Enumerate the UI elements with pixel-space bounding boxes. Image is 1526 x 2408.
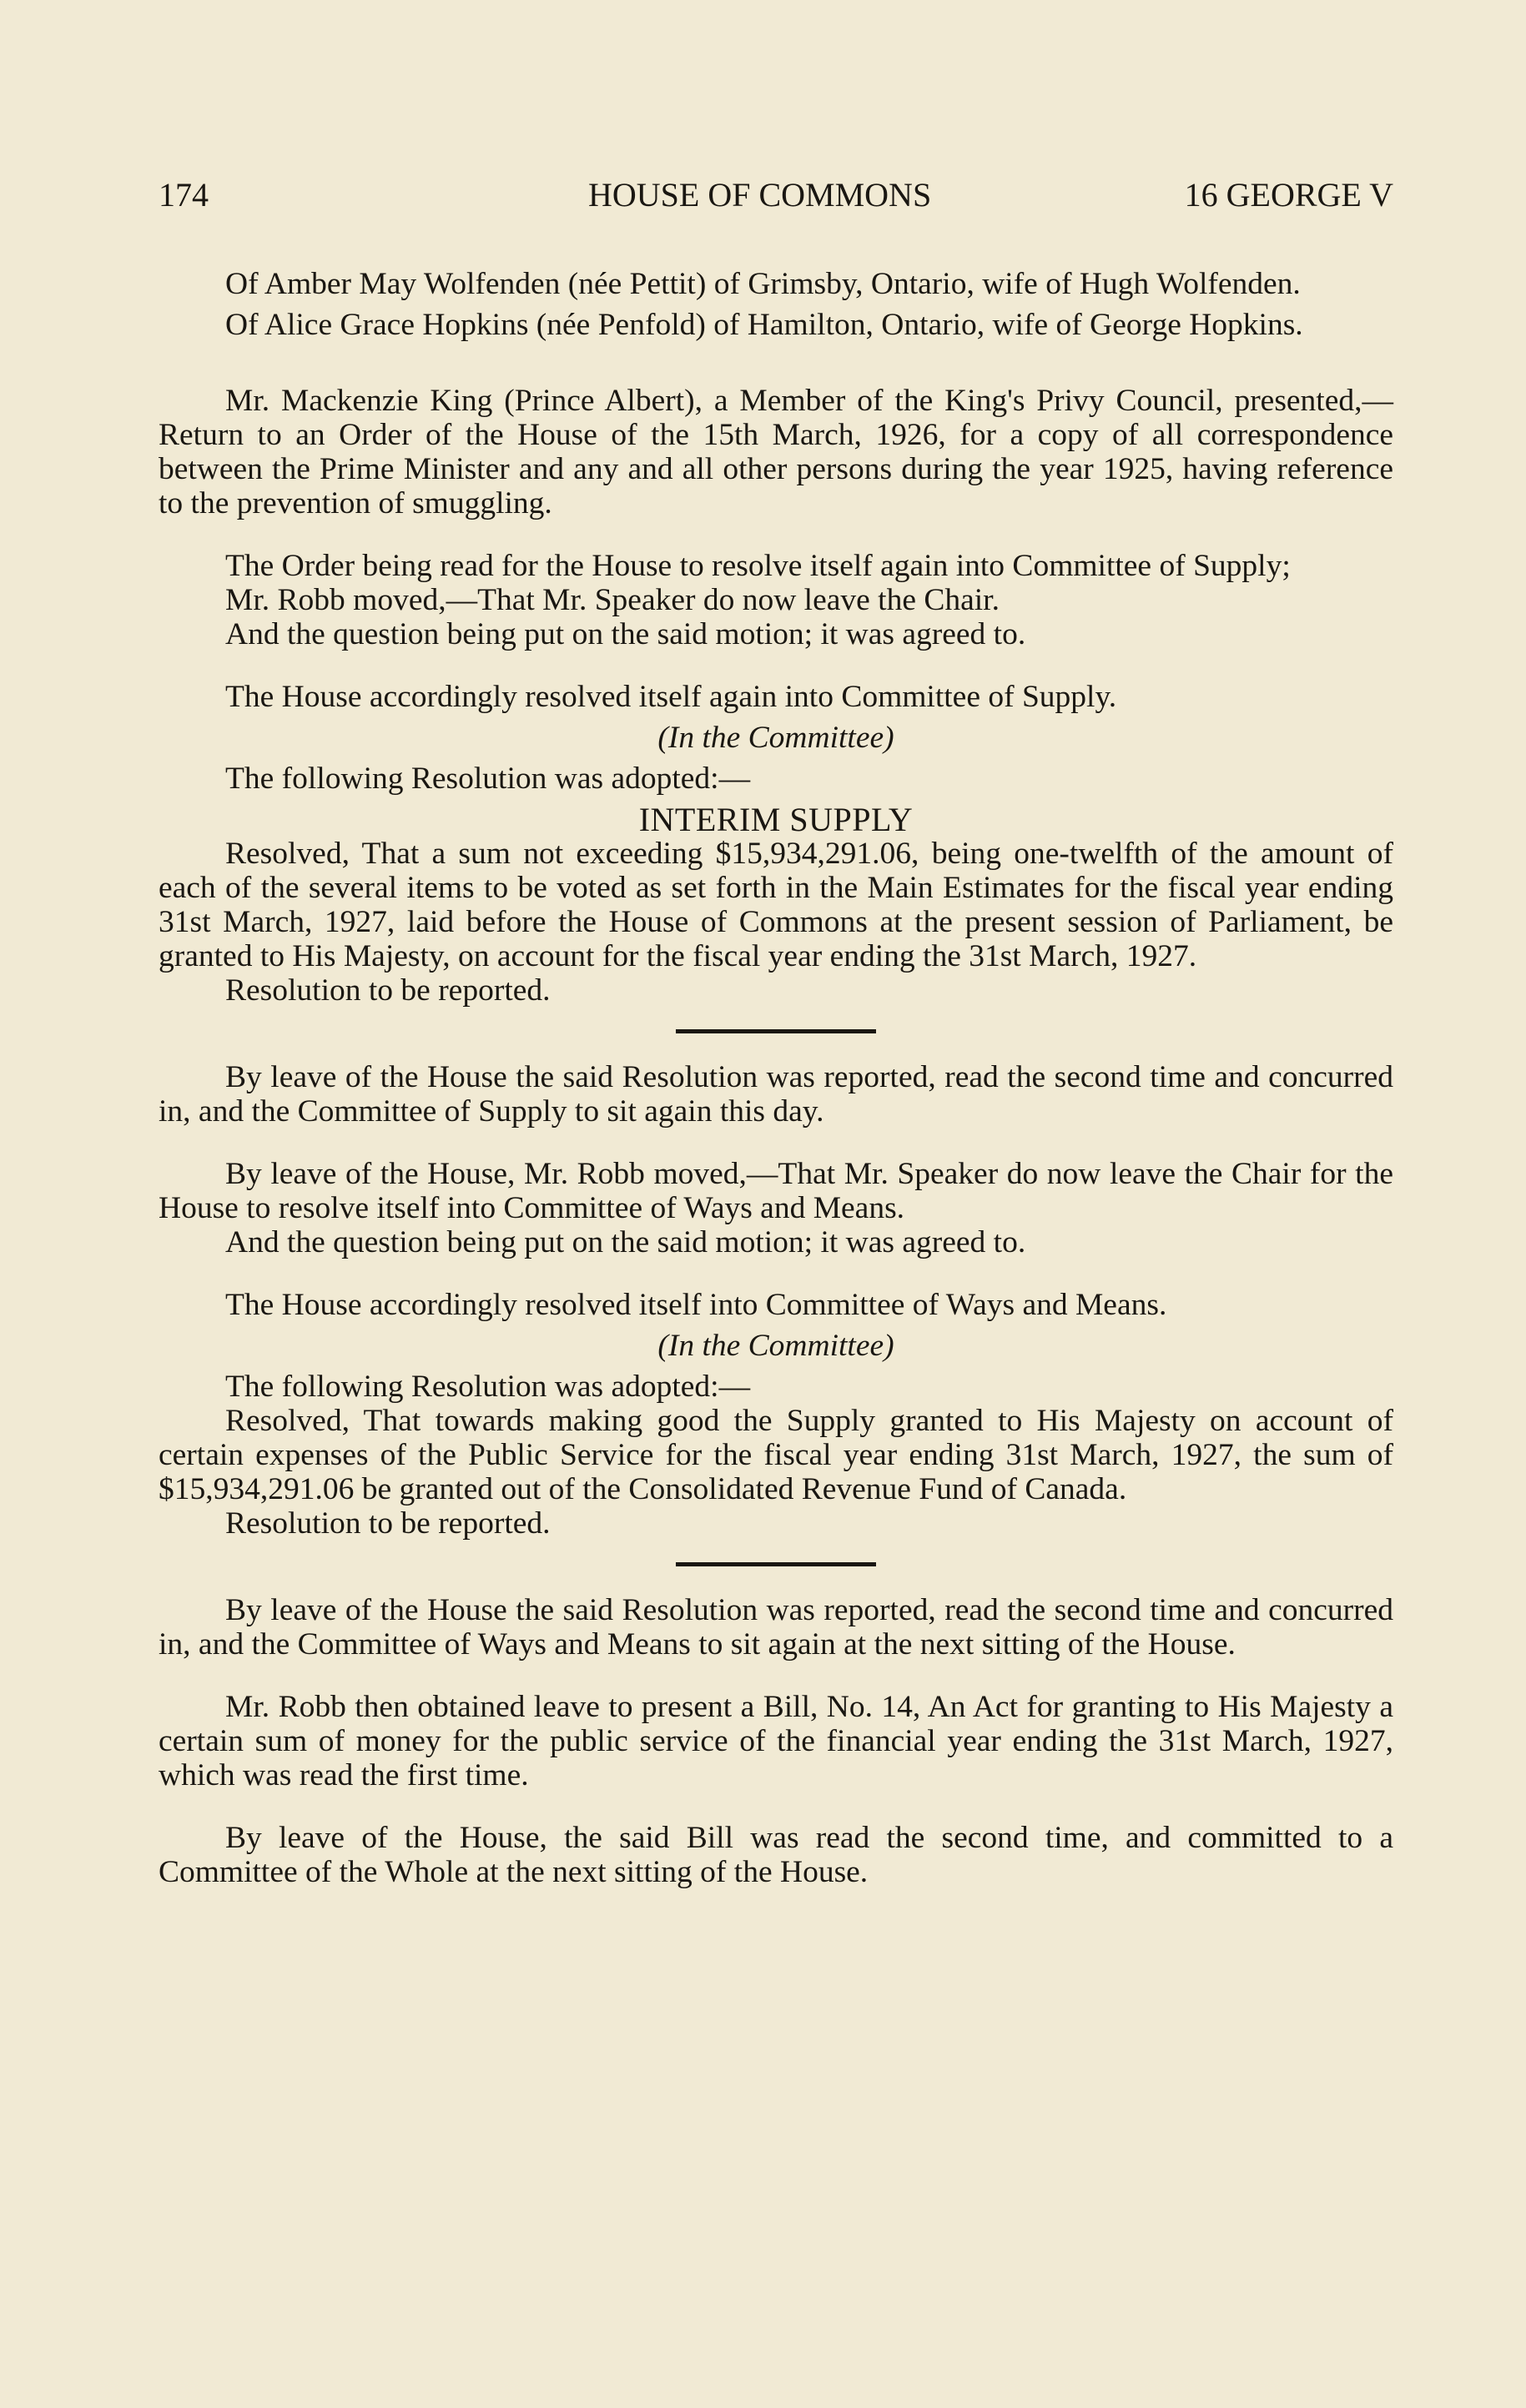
- paragraph-petition-wolfenden: Of Amber May Wolfenden (née Pettit) of Grimsby, Ontario, wife of Hugh Wolfenden.: [225, 267, 1301, 301]
- paragraph-to-be-reported-2: Resolution to be reported.: [225, 1506, 551, 1541]
- paragraph-bill-introduced: Mr. Robb then obtained leave to present a Bill, No. 14, An Act for granting to His Majesty a certain sum of money for the public service of the financial year ending the 31st March, 1927, which was read the first time.: [159, 1690, 1393, 1792]
- committee-heading-2: (In the Committee): [657, 1329, 894, 1363]
- regnal-year: 16 GEORGE V: [1184, 176, 1393, 214]
- committee-heading: (In the Committee): [657, 721, 894, 755]
- paragraph-petition-hopkins: Of Alice Grace Hopkins (née Penfold) of Hamilton, Ontario, wife of George Hopkins.: [225, 308, 1303, 342]
- paragraph-order-read: The Order being read for the House to resolve itself again into Committee of Supply;: [225, 549, 1291, 583]
- page-title: HOUSE OF COMMONS: [588, 176, 932, 214]
- paragraph-to-be-reported: Resolution to be reported.: [225, 973, 551, 1008]
- paragraph-ways-means-motion: By leave of the House, Mr. Robb moved,—That Mr. Speaker do now leave the Chair for the House to resolve itself into Committee of Ways and Means.: [159, 1157, 1393, 1225]
- paragraph-question-agreed-2: And the question being put on the said motion; it was agreed to.: [225, 1225, 1026, 1259]
- section-heading: INTERIM SUPPLY: [638, 801, 914, 838]
- paragraph-resolved-interim: Resolved, That a sum not exceeding $15,934,291.06, being one-twelfth of the amount of each of the several items to be voted as set forth in the Main Estimates for the fiscal year ending 31st March, 1927, laid before the House of Commons at the present session of Parliament, be granted to His Majesty, on account for the fiscal year ending the 31st March, 1927.: [159, 837, 1393, 973]
- paragraph-reported-concurred-2: By leave of the House the said Resolution was reported, read the second time and concurred in, and the Committee of Ways and Means to sit again at the next sitting of the House.: [159, 1593, 1393, 1661]
- paragraph-resolution-adopted: The following Resolution was adopted:—: [225, 762, 751, 796]
- page-body: [159, 267, 1393, 1889]
- paragraph-bill-second-reading: By leave of the House, the said Bill was read the second time, and committed to a Committee of the Whole at the next sitting of the House.: [159, 1821, 1393, 1889]
- paragraph-reported-concurred: By leave of the House the said Resolution was reported, read the second time and concurred in, and the Committee of Supply to sit again this day.: [159, 1060, 1393, 1129]
- paragraph-return-presented: Mr. Mackenzie King (Prince Albert), a Member of the King's Privy Council, presented,—Return to an Order of the House of the 15th March, 1926, for a copy of all correspondence between the Prime Minister and any and all other persons during the year 1925, having reference to the prevention of smuggling.: [159, 384, 1393, 520]
- page-number: 174: [159, 176, 209, 214]
- paragraph-question-agreed: And the question being put on the said motion; it was agreed to.: [225, 617, 1026, 651]
- paragraph-resolution-adopted-2: The following Resolution was adopted:—: [225, 1370, 751, 1404]
- paragraph-resolved-ways: Resolved, That towards making good the Supply granted to His Majesty on account of certain expenses of the Public Service for the fiscal year ending 31st March, 1927, the sum of $15,934,291.06 be granted out of the Consolidated Revenue Fund of Canada.: [159, 1404, 1393, 1506]
- document-page: [159, 175, 1393, 1889]
- section-divider-2: [676, 1562, 876, 1566]
- paragraph-robb-moved: Mr. Robb moved,—That Mr. Speaker do now leave the Chair.: [225, 583, 1000, 617]
- running-header: [159, 175, 1393, 217]
- section-divider: [676, 1029, 876, 1033]
- paragraph-house-resolved-supply: The House accordingly resolved itself again into Committee of Supply.: [225, 680, 1117, 714]
- paragraph-house-resolved-ways: The House accordingly resolved itself into Committee of Ways and Means.: [225, 1288, 1167, 1322]
